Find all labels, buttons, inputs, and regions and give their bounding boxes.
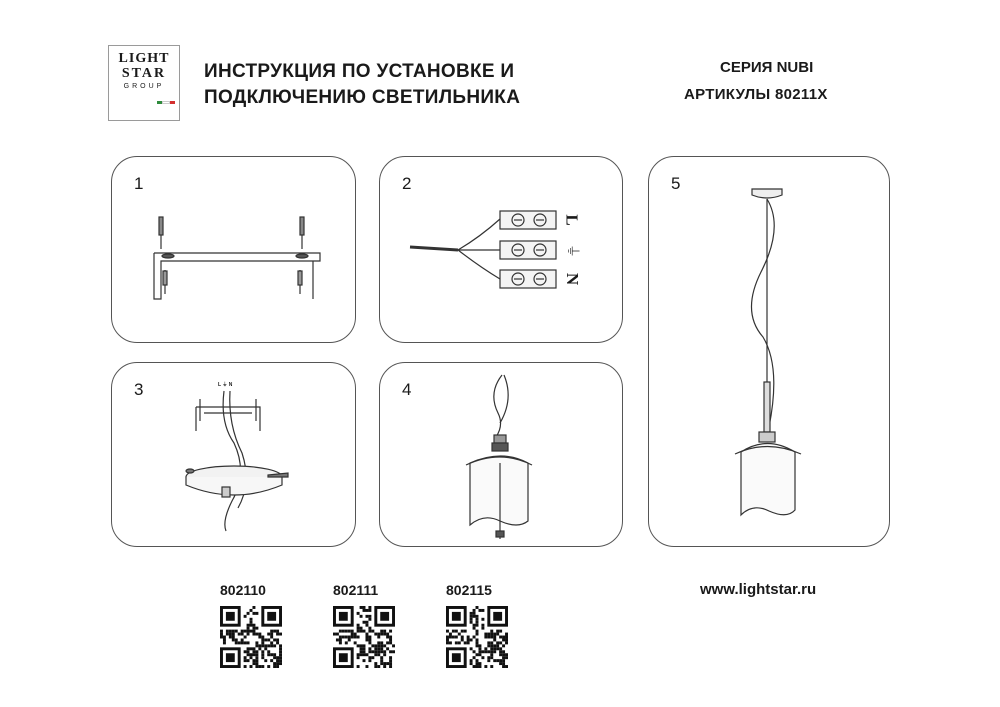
step-4-panel xyxy=(379,362,623,547)
logo-line-light: LIGHT xyxy=(118,51,170,66)
step-number: 5 xyxy=(671,174,681,193)
terminal-label-n: N xyxy=(563,272,583,286)
terminal-label-l: L xyxy=(562,214,582,226)
product-code-2: 802111 xyxy=(333,582,379,598)
assembled-pendant-illustration xyxy=(649,157,891,548)
step-number: 2 xyxy=(402,174,412,193)
step-3-panel xyxy=(111,362,356,547)
document-title xyxy=(204,59,520,111)
product-code-3: 802115 xyxy=(446,582,492,598)
step-number: 3 xyxy=(134,380,144,399)
terminal-block-illustration xyxy=(380,157,624,344)
step-5-panel xyxy=(648,156,890,547)
shade-assembly-illustration xyxy=(380,363,624,548)
step-number: 4 xyxy=(402,380,412,399)
brand-logo xyxy=(108,45,180,121)
series-label: СЕРИЯ NUBI xyxy=(720,59,814,76)
title-line-2: ПОДКЛЮЧЕНИЮ СВЕТИЛЬНИКА xyxy=(204,87,521,108)
terminal-row-ground xyxy=(500,241,556,259)
terminal-row-n xyxy=(500,270,556,288)
mini-terminal-label: L ⏚ N xyxy=(218,382,233,388)
italian-flag-icon xyxy=(157,101,175,104)
screw-icon xyxy=(300,217,304,249)
step-1-panel xyxy=(111,156,356,343)
qr-code-icon[interactable] xyxy=(446,606,508,668)
qr-code-icon[interactable] xyxy=(333,606,395,668)
step-number: 1 xyxy=(134,174,144,193)
terminal-label-ground: ⏚ xyxy=(565,244,581,258)
step-2-panel xyxy=(379,156,623,343)
title-line-1: ИНСТРУКЦИЯ ПО УСТАНОВКЕ И xyxy=(204,61,515,82)
canopy-mounting-illustration xyxy=(112,363,357,548)
website-link[interactable]: www.lightstar.ru xyxy=(700,581,817,598)
terminal-row-l xyxy=(500,211,556,229)
mounting-bracket-illustration xyxy=(112,157,357,344)
logo-line-group: GROUP xyxy=(123,83,165,90)
product-code-1: 802110 xyxy=(220,582,266,598)
qr-code-icon[interactable] xyxy=(220,606,282,668)
screw-icon xyxy=(159,217,163,249)
articles-label: АРТИКУЛЫ 80211X xyxy=(684,86,828,103)
logo-line-star: STAR xyxy=(121,66,167,81)
